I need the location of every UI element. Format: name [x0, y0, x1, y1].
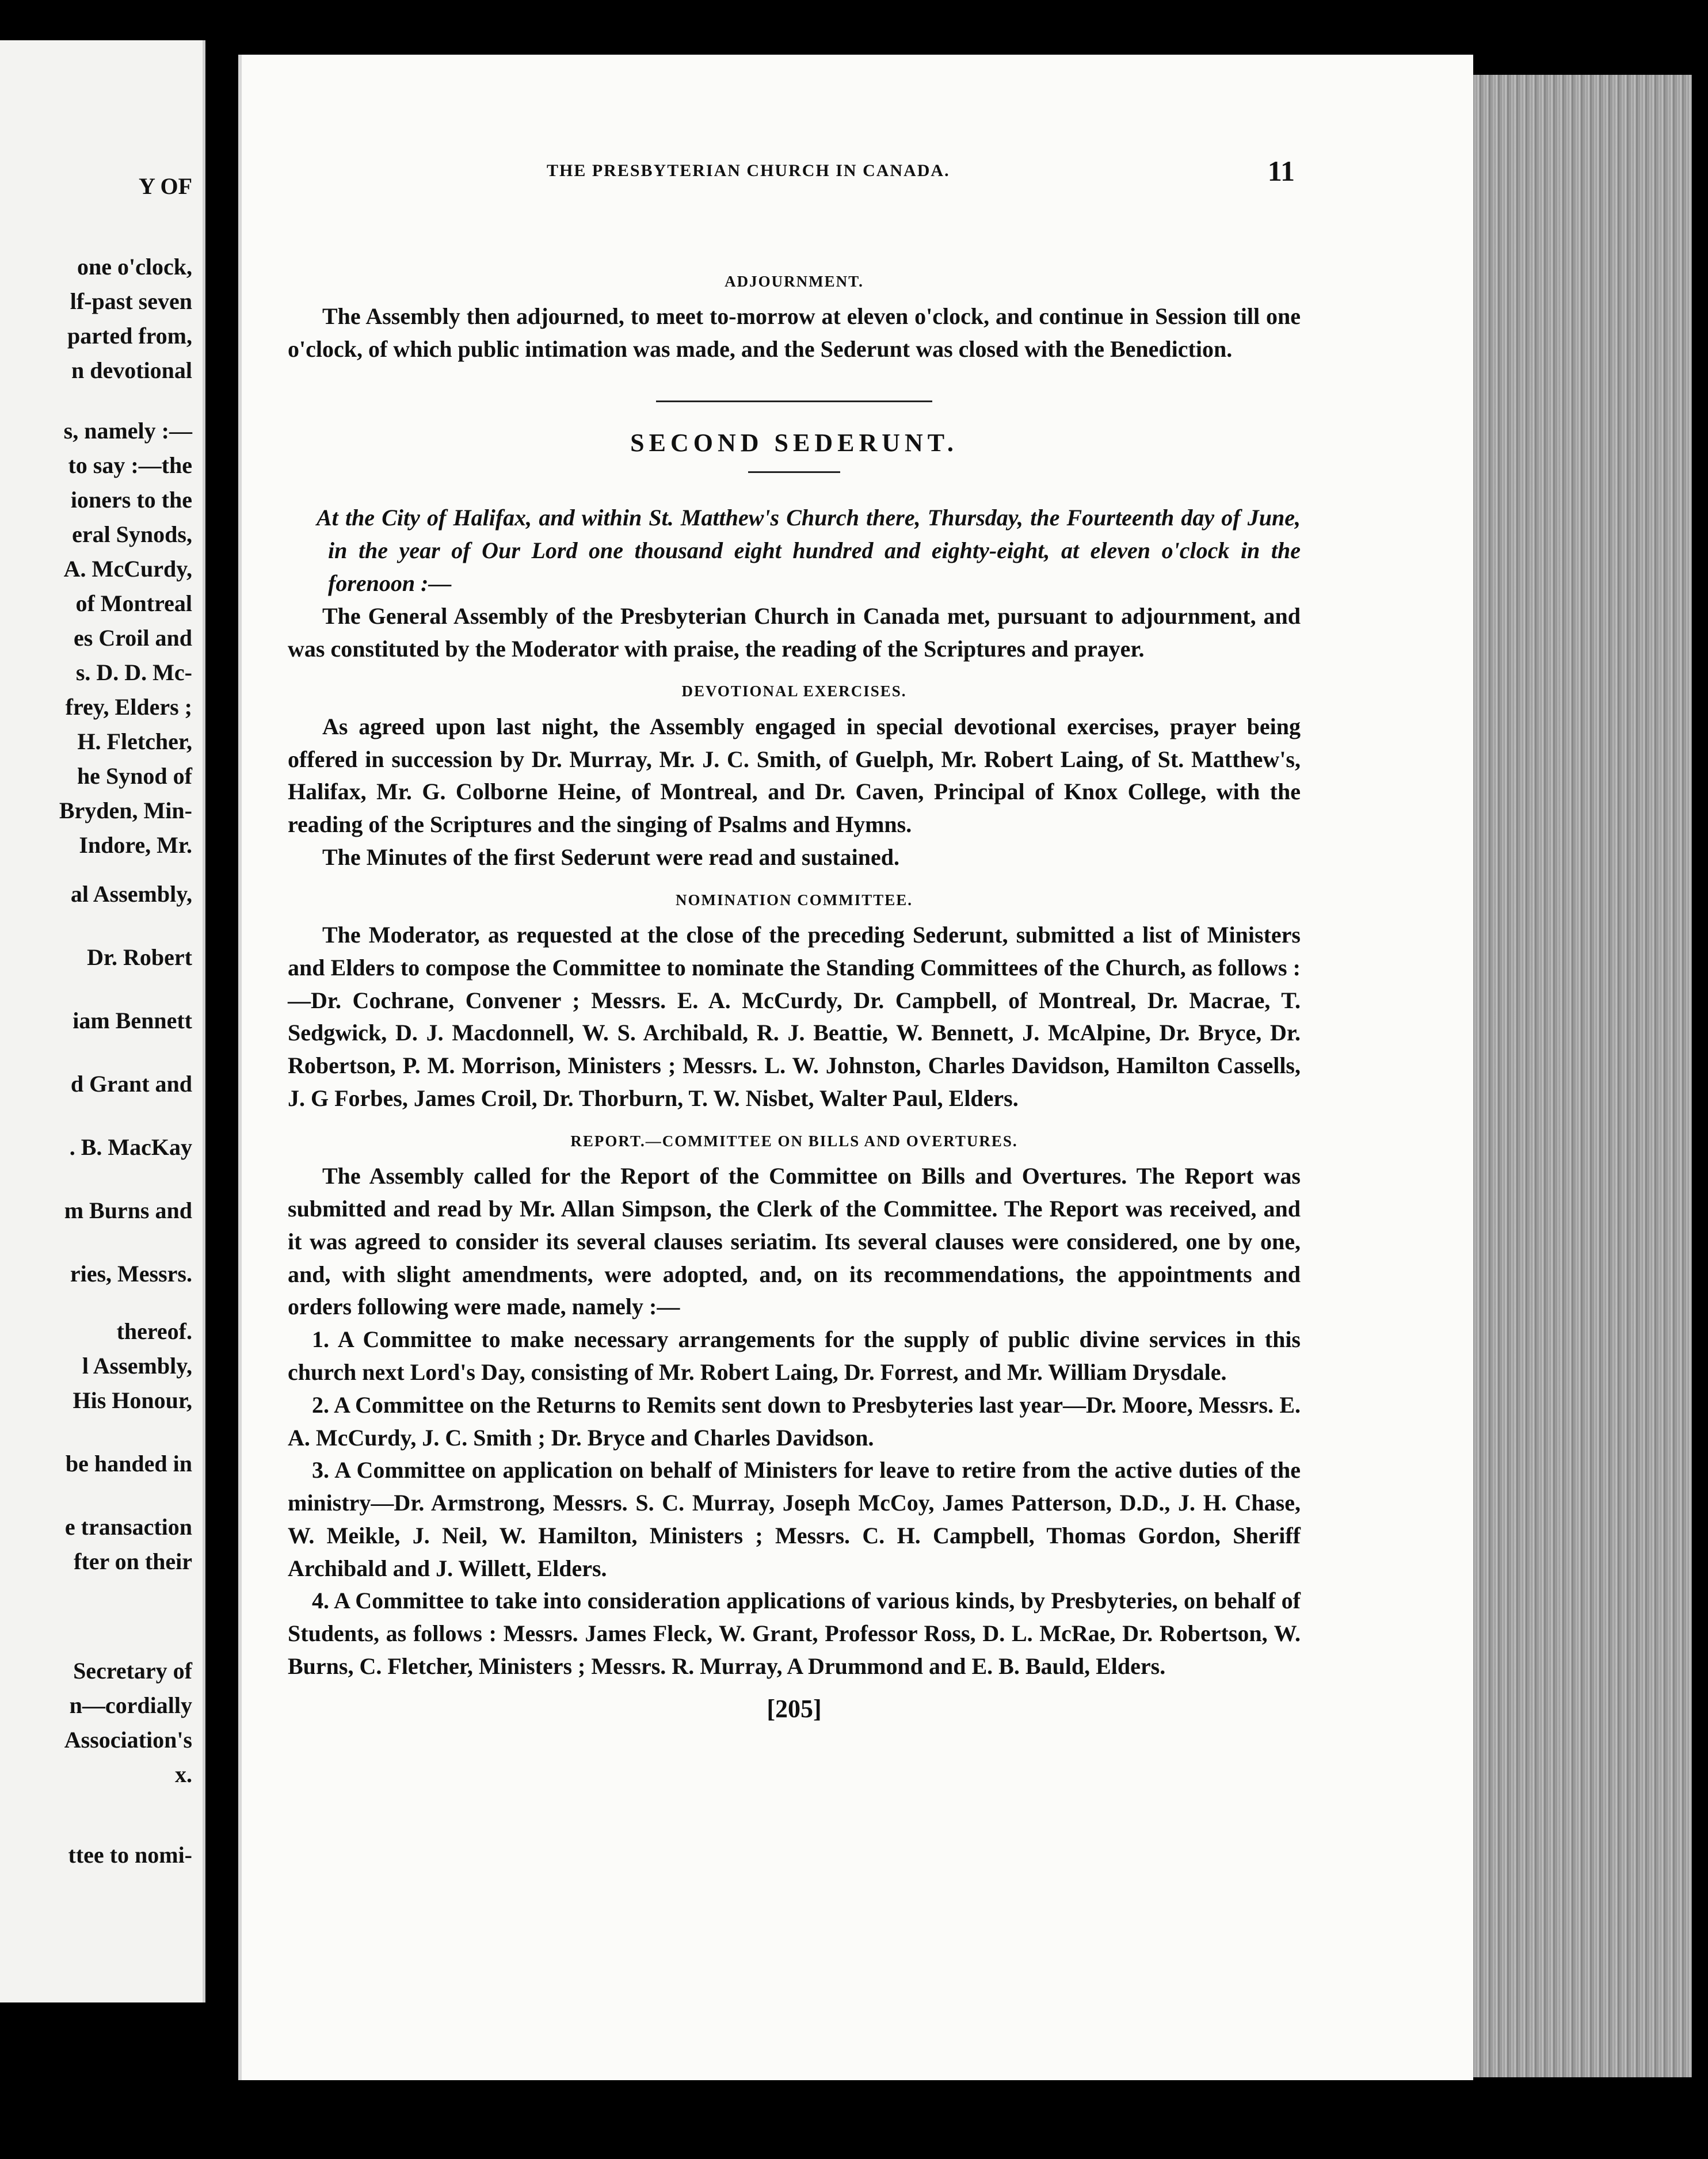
bills-item: 2. A Committee on the Returns to Remits sent down to Presbyteries last year—Dr. Moore, Messrs. E. A. McCurdy, J. C. Smith ; Dr. Bryce and Charles Davidson. [288, 1391, 1301, 1451]
bills-item: 3. A Committee on application on behalf of Ministers for leave to retire from the active duties of the ministry—Dr. Armstrong, Messrs. S. C. Murray, Joseph McCoy, James Patterson, D.D., J. H. Chase, W. Meikle, J. Neil, W. Hamilton, Ministers ; Messrs. C. H. Campbell, Thomas Gordon, Sheriff Archibald and J. Willett, Elders. [288, 1457, 1301, 1581]
left-page-line: Secretary of [73, 1658, 192, 1684]
left-page-line: es Croil and [74, 625, 192, 651]
bills-text: The Assembly called for the Report of the Committee on Bills and Overtures. The Report was submitted and read by Mr. Allan Simpson, the Clerk of the Committee. The Report was received, and it was agreed to consider its several clauses seriatim. Its several clauses were considered, one by one, and, with slight amendments, were adopted, and, on its recommendations, the appointments and orders following were made, namely :— [288, 1163, 1301, 1320]
bills-heading: REPORT.—COMMITTEE ON BILLS AND OVERTURES. [570, 1132, 1018, 1150]
page-edge [1473, 75, 1692, 2077]
left-page-line: x. [175, 1761, 192, 1787]
page-number: 11 [1267, 155, 1295, 187]
left-page-line: he Synod of [77, 763, 192, 789]
left-page-line: n—cordially [69, 1692, 192, 1718]
short-rule [748, 471, 840, 473]
left-page-line: of Montreal [75, 590, 192, 616]
left-page-line: to say :—the [68, 452, 192, 478]
left-page-line: be handed in [65, 1451, 192, 1477]
left-page-line: eral Synods, [72, 521, 192, 547]
left-page-line: Y OF [139, 173, 192, 199]
left-page-line: A. McCurdy, [63, 556, 192, 582]
left-page-line: l Assembly, [82, 1353, 192, 1379]
left-page-line: ttee to nomi- [68, 1842, 192, 1868]
left-page-line: al Assembly, [70, 881, 192, 907]
left-page-line: n devotional [71, 357, 192, 383]
left-page-line: m Burns and [64, 1197, 192, 1223]
nomination-heading: NOMINATION COMMITTEE. [675, 891, 913, 909]
nomination-text: The Moderator, as requested at the close of the preceding Sederunt, submitted a list of Ministers and Elders to compose the Committee to nominate the Standing Committees of the Church, as follows :—Dr. Cochrane, Convener ; Messrs. E. A. McCurdy, Dr. Campbell, of Montreal, Dr. Macrae, T. Sedgwick, D. J. Macdonnell, W. S. Archibald, R. J. Beattie, W. Bennett, J. McAlpine, Dr. Bryce, Dr. Robertson, P. M. Morrison, Ministers ; Messrs. L. W. Johnston, Charles Davidson, Hamilton Cassells, J. G Forbes, James Croil, Dr. Thorburn, T. W. Nisbet, Walter Paul, Elders. [288, 922, 1301, 1111]
page-body [288, 270, 1301, 1727]
left-page-line: . B. MacKay [69, 1134, 192, 1160]
section-rule [656, 400, 932, 402]
bills-item: 4. A Committee to take into consideration applications of various kinds, by Presbyteries, on behalf of Students, as follows : Messrs. James Fleck, W. Grant, Professor Ross, D. L. McRae, Dr. Robertson, W. Burns, C. Fletcher, Ministers ; Messrs. R. Murray, A Drummond and E. B. Bauld, Elders. [288, 1588, 1301, 1680]
left-page-line: ries, Messrs. [70, 1261, 192, 1287]
left-page [0, 40, 205, 2002]
left-page-line: Dr. Robert [87, 944, 192, 970]
folio: [205] [767, 1694, 822, 1723]
left-page-line: ioners to the [70, 487, 192, 513]
left-page-line: parted from, [67, 323, 192, 349]
left-page-line: e transaction [64, 1514, 192, 1540]
sederunt-heading: SECOND SEDERUNT. [630, 428, 958, 457]
left-page-line: Indore, Mr. [79, 832, 192, 858]
left-page-line: one o'clock, [77, 254, 192, 280]
left-page-line: H. Fletcher, [77, 728, 192, 754]
running-head-title: THE PRESBYTERIAN CHURCH IN CANADA. [547, 161, 950, 180]
left-page-line: frey, Elders ; [65, 694, 192, 720]
left-page-line: d Grant and [70, 1071, 192, 1097]
left-page-line: fter on their [74, 1548, 192, 1574]
sederunt-opening: The General Assembly of the Presbyterian Church in Canada met, pursuant to adjournment, and was constituted by the Moderator with praise, the reading of the Scriptures and prayer. [288, 602, 1301, 662]
left-page-line: s, namely :— [63, 418, 192, 444]
adjournment-text: The Assembly then adjourned, to meet to-morrow at eleven o'clock, and continue in Session till one o'clock, of which public intimation was made, and the Sederunt was closed with the Benediction. [288, 303, 1301, 363]
bills-item: 1. A Committee to make necessary arrangements for the supply of public divine services in this church next Lord's Day, consisting of Mr. Robert Laing, Dr. Forrest, and Mr. William Drysdale. [288, 1326, 1301, 1385]
left-page-line: iam Bennett [73, 1008, 192, 1033]
minutes-text: The Minutes of the first Sederunt were read and sustained. [322, 844, 899, 870]
devotional-heading: DEVOTIONAL EXERCISES. [681, 682, 907, 700]
sederunt-place-date: At the City of Halifax, and within St. Matthew's Church there, Thursday, the Fourteenth day of June, in the year of Our Lord one thousand eight hundred and eighty-eight, at eleven o'clock in the forenoon :— [317, 505, 1301, 596]
left-page-line: s. D. D. Mc- [75, 659, 192, 685]
left-page-line: thereof. [116, 1318, 192, 1344]
left-page-line: Bryden, Min- [59, 798, 192, 823]
adjournment-heading: ADJOURNMENT. [725, 273, 864, 290]
left-page-line: Association's [64, 1727, 192, 1753]
left-page-line: lf-past seven [70, 288, 192, 314]
devotional-text: As agreed upon last night, the Assembly engaged in special devotional exercises, prayer being offered in succession by Dr. Murray, Mr. J. C. Smith, of Guelph, Mr. Robert Laing, of St. Matthew's, Halifax, Mr. G. Colborne Heine, of Montreal, and Dr. Caven, Principal of Knox College, with the reading of the Scriptures and the singing of Psalms and Hymns. [288, 713, 1301, 838]
left-page-line: His Honour, [73, 1387, 192, 1413]
